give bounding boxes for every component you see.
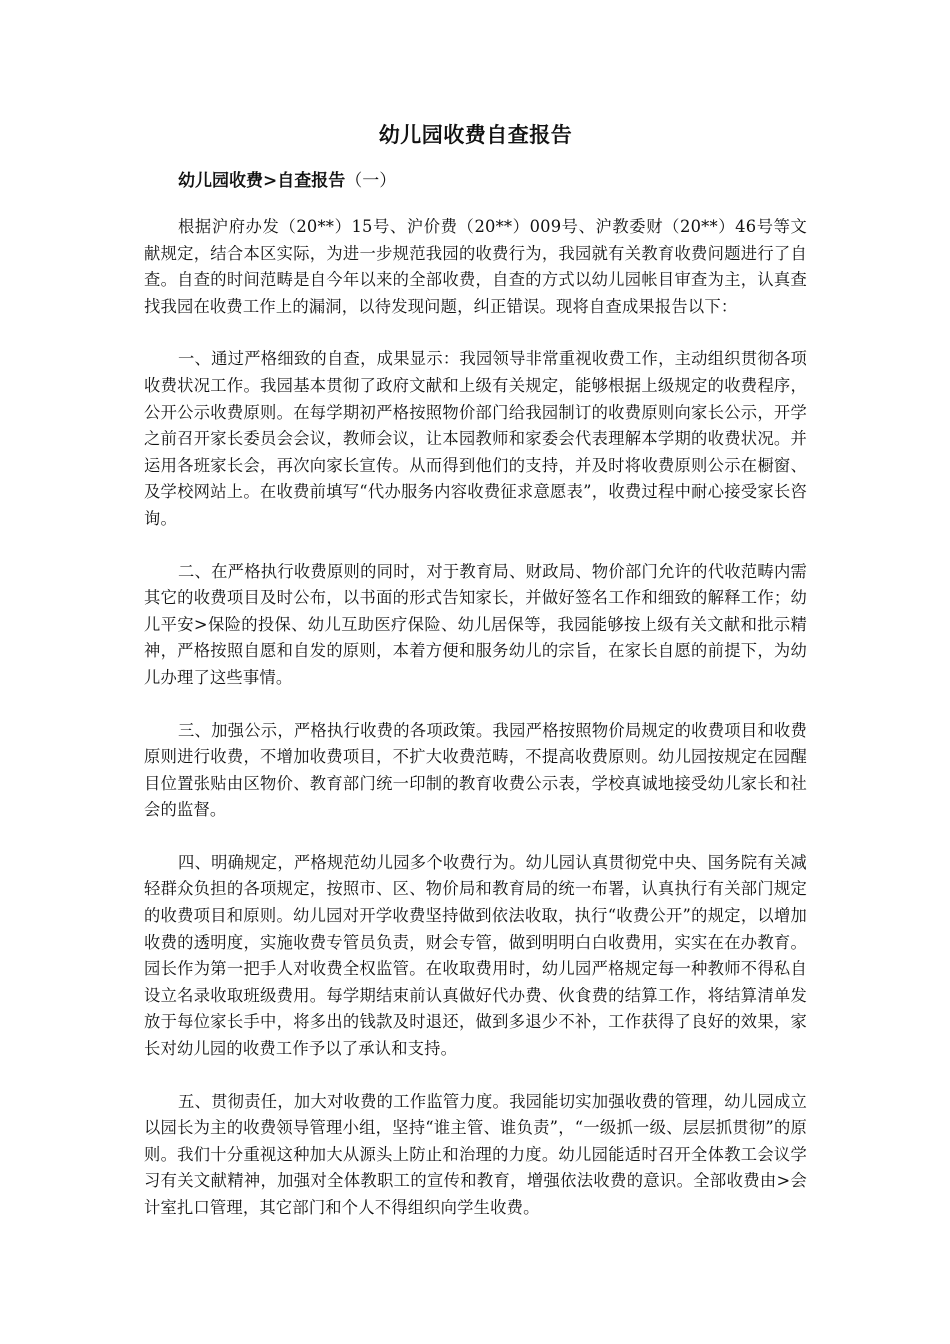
document-title: 幼儿园收费自查报告 [378, 122, 573, 147]
paragraph-item-1: 一、通过严格细致的自查，成果显示：我园领导非常重视收费工作，主动组织贯彻各项收费状况工作。我园基本贯彻了政府文献和上级有关规定，能够根据上级规定的收费程序，公开公示收费原则。在每学期初严格按照物价部门给我园制订的收费原则向家长公示，开学之前召开家长委员会会议，教师会议，让本园教师和家委会代表理解本学期的收费状况。并运用各班家长会，再次向家长宣传。从而得到他们的支持，并及时将收费原则公示在橱窗、及学校网站上。在收费前填写“代办服务内容收费征求意愿表”，收费过程中耐心接受家长咨询。 [144, 349, 807, 528]
paragraph-item-4: 四、明确规定，严格规范幼儿园多个收费行为。幼儿园认真贯彻党中央、国务院有关减轻群众负担的各项规定，按照市、区、物价局和教育局的统一布署，认真执行有关部门规定的收费项目和原则。幼儿园对开学收费坚持做到依法收取，执行“收费公开”的规定，以增加收费的透明度，实施收费专管员负责，财会专管，做到明明白白收费用，实实在在办教育。园长作为第一把手人对收费全权监管。在收取费用时，幼儿园严格规定每一种教师不得私自设立名录收取班级费用。每学期结束前认真做好代办费、伙食费的结算工作，将结算清单发放于每位家长手中，将多出的钱款及时退还，做到多退少不补，工作获得了良好的效果，家长对幼儿园的收费工作予以了承认和支持。 [144, 852, 807, 1059]
document-page [144, 118, 807, 1248]
section-heading-suffix: （一） [345, 171, 397, 191]
section-heading-main: 幼儿园收费>自查报告 [178, 171, 346, 191]
paragraph-intro: 根据沪府办发（20**）15号、沪价费（20**）009号、沪教委财（20**）46号等文献规定，结合本区实际，为进一步规范我园的收费行为，我园就有关教育收费问题进行了自查。自查的时间范畴是自今年以来的全部收费，自查的方式以幼儿园帐目审查为主，认真查找我园在收费工作上的漏洞，以待发现问题，纠正错误。现将自查成果报告以下： [144, 217, 807, 316]
paragraph-item-5: 五、贯彻责任，加大对收费的工作监管力度。我园能切实加强收费的管理，幼儿园成立以园长为主的收费领导管理小组，坚持“谁主管、谁负责”，“一级抓一级、层层抓贯彻”的原则。我们十分重视这种加大从源头上防止和治理的力度。幼儿园能适时召开全体教工会议学习有关文献精神，加强对全体教职工的宣传和教育，增强依法收费的意识。全部收费由>会计室扎口管理，其它部门和个人不得组织向学生收费。 [144, 1091, 807, 1217]
section-heading [144, 166, 807, 196]
paragraph-item-3: 三、加强公示，严格执行收费的各项政策。我园严格按照物价局规定的收费项目和收费原则进行收费，不增加收费项目，不扩大收费范畴，不提高收费原则。幼儿园按规定在园醒目位置张贴由区物价、教育部门统一印制的教育收费公示表，学校真诚地接受幼儿家长和社会的监督。 [144, 720, 807, 820]
paragraph-item-2: 二、在严格执行收费原则的同时，对于教育局、财政局、物价部门允许的代收范畴内需其它的收费项目及时公布，以书面的形式告知家长，并做好签名工作和细致的解释工作；幼儿平安>保险的投保、幼儿互助医疗保险、幼儿居保等，我园能够按上级有关文献和批示精神，严格按照自愿和自发的原则，本着方便和服务幼儿的宗旨，在家长自愿的前提下，为幼儿办理了这些事情。 [144, 561, 807, 687]
